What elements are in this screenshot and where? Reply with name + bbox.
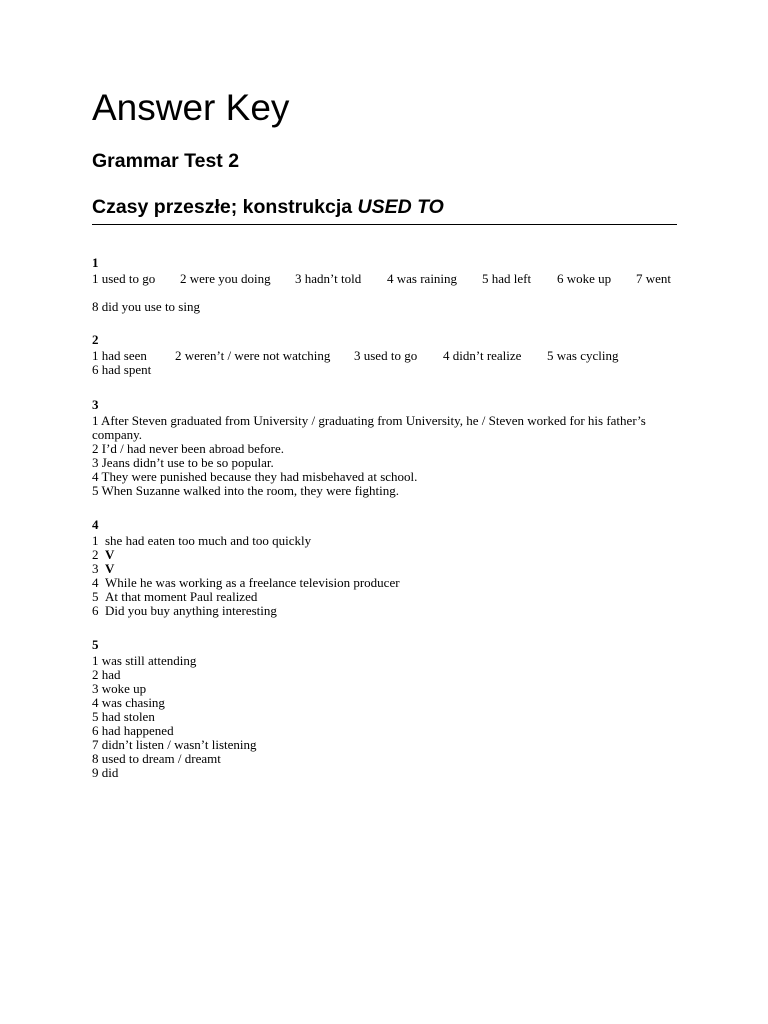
section-number: 3 <box>92 397 99 412</box>
section-2 <box>92 333 677 377</box>
answer-row <box>92 272 677 286</box>
answer-item: 6 had happened <box>92 723 174 738</box>
item-number: 5 <box>92 589 99 604</box>
test-subtitle: Grammar Test 2 <box>92 150 240 172</box>
answer-item: 2 had <box>92 667 121 682</box>
answer-item: 4 They were punished because they had misbehaved at school. <box>92 469 418 484</box>
answer-item: 5 had left <box>482 271 532 286</box>
item-text: Did you buy anything interesting <box>105 603 277 618</box>
page-title: Answer Key <box>92 87 290 128</box>
answer-item: 1 used to go <box>92 271 156 286</box>
section-3 <box>92 398 677 498</box>
item-text: she had eaten too much and too quickly <box>105 533 312 548</box>
item-number: 3 <box>92 561 99 576</box>
answer-item: 9 did <box>92 765 119 780</box>
answer-item: 3 hadn’t told <box>295 271 362 286</box>
answer-item <box>92 562 677 576</box>
item-number: 6 <box>92 603 99 618</box>
item-number: 1 <box>92 533 99 548</box>
item-text: At that moment Paul realized <box>105 589 258 604</box>
answer-row <box>92 349 677 363</box>
answer-item: 4 was chasing <box>92 695 165 710</box>
answer-item: 7 went <box>636 271 672 286</box>
answer-item: 5 had stolen <box>92 709 155 724</box>
heading-divider <box>92 224 677 225</box>
answer-item: 7 didn’t listen / wasn’t listening <box>92 737 257 752</box>
answer-item: 2 weren’t / were not watching <box>175 348 331 363</box>
answer-item: 3 used to go <box>354 348 418 363</box>
answer-item: 6 woke up <box>557 271 612 286</box>
topic-heading <box>92 195 677 219</box>
topic-heading-text: Czasy przeszłe; konstrukcja <box>92 196 358 218</box>
section-1 <box>92 256 677 314</box>
section-number: 1 <box>92 255 99 270</box>
item-text: While he was working as a freelance television producer <box>105 575 400 590</box>
answer-item: 8 did you use to sing <box>92 299 200 314</box>
answer-item: 2 were you doing <box>180 271 271 286</box>
answer-item <box>92 604 677 618</box>
section-number: 5 <box>92 637 99 652</box>
answer-item: 3 woke up <box>92 681 147 696</box>
section-number: 2 <box>92 332 99 347</box>
item-text: V <box>105 547 115 562</box>
answer-item: 5 When Suzanne walked into the room, they were fighting. <box>92 483 399 498</box>
answer-item: 1 had seen <box>92 348 147 363</box>
answer-item: 5 was cycling <box>547 348 619 363</box>
answer-item: 8 used to dream / dreamt <box>92 751 221 766</box>
section-5 <box>92 638 677 780</box>
answer-item: 6 had spent <box>92 362 152 377</box>
answer-item <box>92 548 677 562</box>
answer-item: 2 I’d / had never been abroad before. <box>92 441 285 456</box>
answer-item: 1 After Steven graduated from University / graduating from University, he / Steven worked for his father’s company. <box>92 413 646 442</box>
topic-heading-emphasis: USED TO <box>357 196 444 218</box>
answer-item: 4 was raining <box>387 271 458 286</box>
item-number: 2 <box>92 547 99 562</box>
section-4 <box>92 518 677 618</box>
item-number: 4 <box>92 575 99 590</box>
item-text: V <box>105 561 115 576</box>
answer-item: 1 was still attending <box>92 653 197 668</box>
answer-item: 3 Jeans didn’t use to be so popular. <box>92 455 274 470</box>
answer-item <box>92 576 677 590</box>
answer-item: 4 didn’t realize <box>443 348 522 363</box>
answer-item <box>92 534 677 548</box>
answer-item <box>92 590 677 604</box>
section-number: 4 <box>92 517 99 532</box>
